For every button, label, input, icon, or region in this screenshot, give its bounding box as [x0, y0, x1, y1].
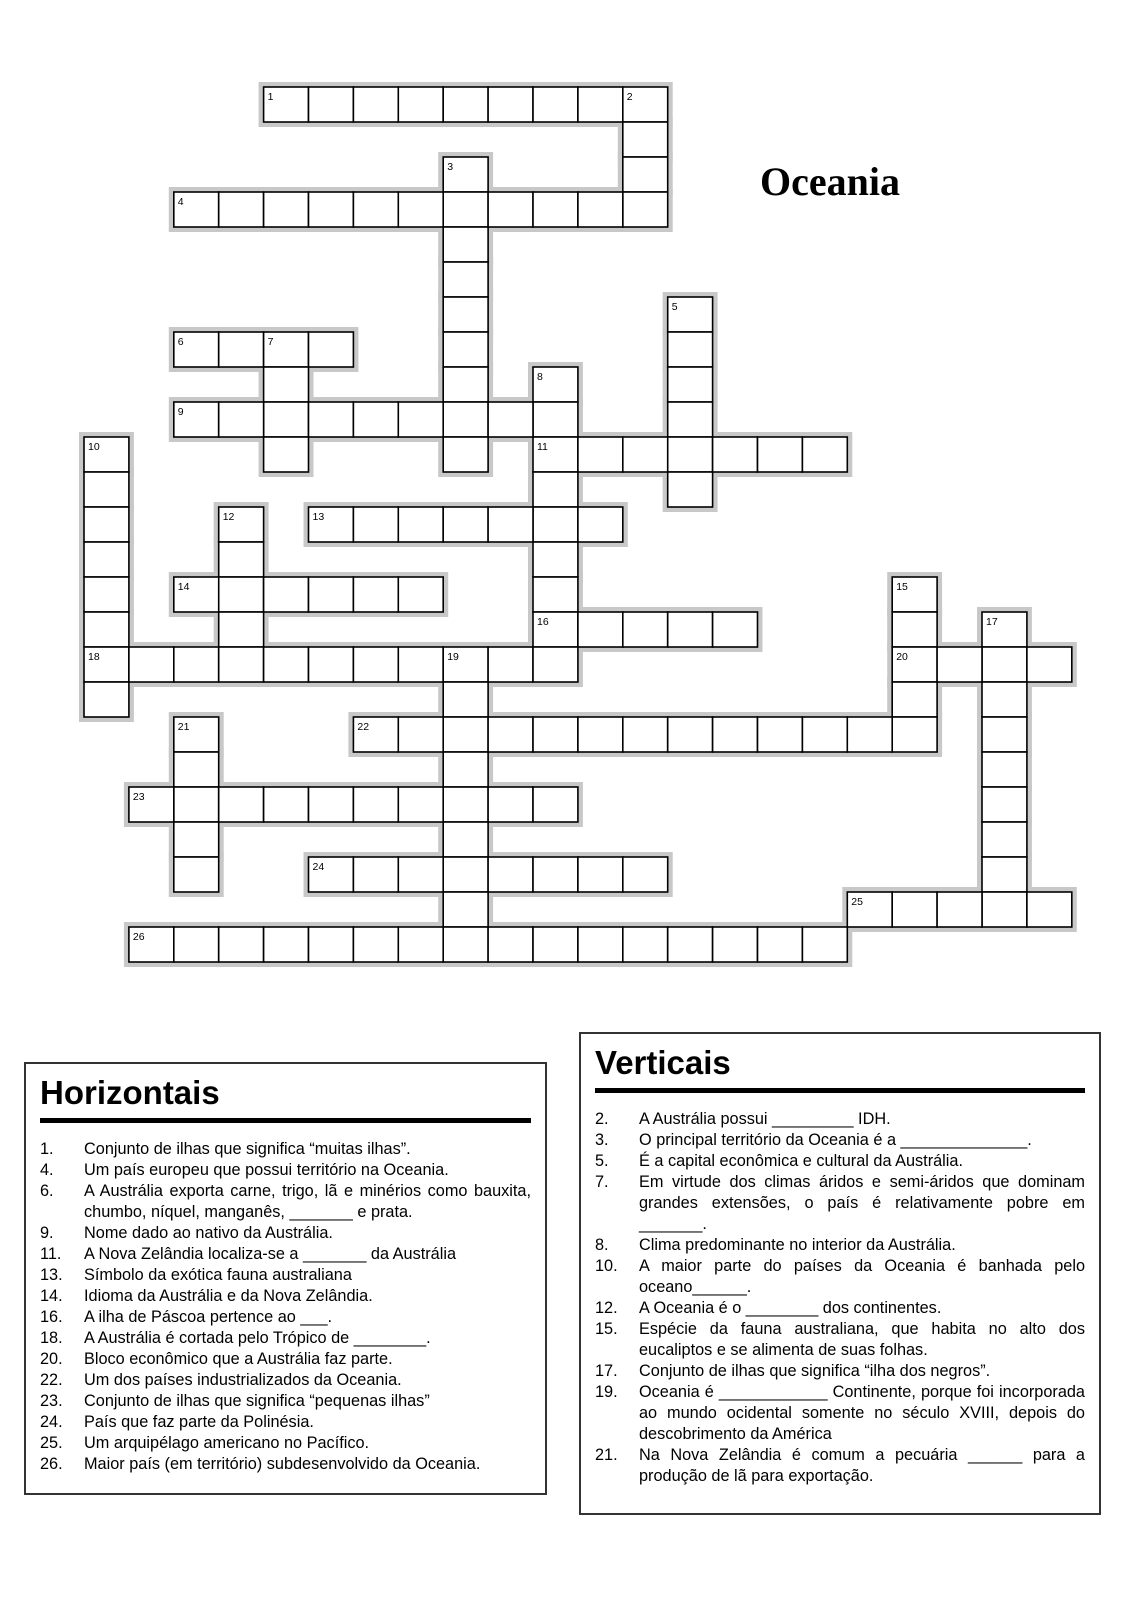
crossword-cell[interactable]: [443, 437, 488, 472]
cell-number: 19: [447, 651, 459, 663]
crossword-cell[interactable]: [443, 892, 488, 927]
clue-number: 21.: [595, 1446, 618, 1464]
horizontal-clue-list: [40, 1139, 531, 1475]
clue-number: 22.: [40, 1371, 63, 1389]
crossword-cell[interactable]: [264, 402, 309, 437]
clue-item: [595, 1130, 1085, 1151]
cell-number: 15: [896, 581, 908, 593]
crossword-cell[interactable]: [219, 787, 264, 822]
crossword-cell[interactable]: [219, 927, 264, 962]
cell-number: 9: [177, 406, 184, 418]
crossword-cell[interactable]: [353, 507, 398, 542]
cell-number: 6: [177, 336, 184, 348]
clue-item: [40, 1139, 531, 1160]
crossword-cell[interactable]: [443, 682, 488, 717]
crossword-cell[interactable]: [443, 227, 488, 262]
clue-number: 19.: [595, 1383, 618, 1401]
crossword-cell[interactable]: [488, 192, 533, 227]
crossword-cell[interactable]: [443, 507, 488, 542]
crossword-cell[interactable]: [982, 682, 1027, 717]
clue-number: 4.: [40, 1161, 54, 1179]
cell-number: 16: [537, 616, 549, 628]
clue-number: 9.: [40, 1224, 54, 1242]
heading-divider: [40, 1118, 531, 1123]
page-title: Oceania: [760, 159, 900, 204]
clue-number: 26.: [40, 1455, 63, 1473]
crossword-cell[interactable]: [982, 647, 1027, 682]
crossword-cell[interactable]: [982, 717, 1027, 752]
crossword-cell[interactable]: [668, 612, 713, 647]
crossword-cell[interactable]: [353, 787, 398, 822]
clue-item: [595, 1319, 1085, 1361]
clue-text: Conjunto de ilhas que significa “pequenas ilhas”: [84, 1392, 430, 1410]
clue-text: Na Nova Zelândia é comum a pecuária ______ para a produção de lã para exportação.: [639, 1446, 1085, 1485]
crossword-cell[interactable]: [668, 437, 713, 472]
crossword-cell[interactable]: [578, 717, 623, 752]
crossword-cell[interactable]: [578, 192, 623, 227]
crossword-cell[interactable]: [353, 87, 398, 122]
cell-number: 21: [177, 721, 190, 733]
clue-text: Um país europeu que possui território na Oceania.: [84, 1161, 449, 1179]
clue-number: 24.: [40, 1413, 63, 1431]
crossword-cell[interactable]: [623, 612, 668, 647]
crossword-cell[interactable]: [533, 507, 578, 542]
crossword-cell[interactable]: [264, 367, 309, 402]
clue-number: 10.: [595, 1257, 618, 1275]
clue-item: [40, 1370, 531, 1391]
clue-text: A Austrália exporta carne, trigo, lã e minérios como bauxita, chumbo, níquel, manganês, _______ e prata.: [84, 1182, 531, 1221]
crossword-cell[interactable]: [488, 787, 533, 822]
clue-number: 7.: [595, 1173, 609, 1191]
crossword-cell[interactable]: [398, 507, 443, 542]
crossword-cell[interactable]: [174, 787, 219, 822]
crossword-cell[interactable]: [668, 927, 713, 962]
crossword-cell[interactable]: [174, 857, 219, 892]
clue-text: Nome dado ao nativo da Austrália.: [84, 1224, 333, 1242]
clue-text: A Oceania é o ________ dos continentes.: [639, 1299, 942, 1317]
crossword-cell[interactable]: [982, 892, 1027, 927]
crossword-cell[interactable]: [713, 717, 758, 752]
crossword-cell[interactable]: [533, 647, 578, 682]
crossword-cell[interactable]: [668, 332, 713, 367]
clue-number: 18.: [40, 1329, 63, 1347]
cell-number: 18: [88, 651, 100, 663]
crossword-cell[interactable]: [309, 787, 354, 822]
clue-item: [595, 1361, 1085, 1382]
vertical-heading: Verticais: [595, 1044, 731, 1081]
crossword-cell[interactable]: [264, 647, 309, 682]
clue-item: [595, 1172, 1085, 1235]
clue-item: [40, 1160, 531, 1181]
crossword-cell[interactable]: [578, 437, 623, 472]
clue-number: 5.: [595, 1152, 609, 1170]
vertical-clues-panel: [579, 1032, 1101, 1515]
cell-number: 7: [267, 336, 274, 348]
crossword-cell[interactable]: [309, 577, 354, 612]
cell-number: 14: [177, 581, 190, 593]
crossword-cell[interactable]: [892, 682, 937, 717]
clue-item: [40, 1454, 531, 1475]
crossword-cell[interactable]: [578, 857, 623, 892]
cell-number: 12: [222, 511, 235, 523]
crossword-cell[interactable]: [353, 647, 398, 682]
crossword-cell[interactable]: [84, 577, 129, 612]
crossword-cell[interactable]: [713, 927, 758, 962]
cell-number: 11: [537, 441, 548, 453]
crossword-cell[interactable]: [174, 752, 219, 787]
crossword-cell[interactable]: [353, 402, 398, 437]
crossword-cell[interactable]: [533, 472, 578, 507]
clue-item: [595, 1151, 1085, 1172]
clue-item: [40, 1265, 531, 1286]
crossword-cell[interactable]: [174, 927, 219, 962]
crossword-cell[interactable]: [668, 367, 713, 402]
crossword-cell[interactable]: [443, 857, 488, 892]
cell-number: 22: [357, 721, 370, 733]
crossword-cell[interactable]: [533, 717, 578, 752]
crossword-cell[interactable]: [623, 122, 668, 157]
crossword-cell[interactable]: [443, 787, 488, 822]
horizontal-clues-panel: [24, 1062, 547, 1495]
cell-number: 2: [626, 91, 633, 103]
clue-item: [40, 1412, 531, 1433]
crossword-cell[interactable]: [1027, 892, 1072, 927]
clue-number: 20.: [40, 1350, 63, 1368]
crossword-cell[interactable]: [443, 927, 488, 962]
crossword-cell[interactable]: [802, 437, 847, 472]
clue-text: Oceania é ____________ Continente, porque foi incorporada ao mundo ocidental somente no século XVIII, depois do descobrimento da América: [639, 1383, 1085, 1443]
crossword-cell[interactable]: [578, 927, 623, 962]
crossword-cell[interactable]: [533, 192, 578, 227]
crossword-cell[interactable]: [129, 647, 174, 682]
clue-number: 13.: [40, 1266, 63, 1284]
clue-text: Maior país (em território) subdesenvolvido da Oceania.: [84, 1455, 481, 1473]
clue-item: [595, 1445, 1085, 1487]
crossword-cell[interactable]: [533, 927, 578, 962]
clue-text: A ilha de Páscoa pertence ao ___.: [84, 1308, 333, 1326]
clue-item: [40, 1244, 531, 1265]
cell-number: 3: [447, 161, 454, 173]
cell-number: 17: [986, 616, 998, 628]
crossword-cell[interactable]: [488, 857, 533, 892]
crossword-cell[interactable]: [982, 752, 1027, 787]
crossword-cell[interactable]: [353, 927, 398, 962]
crossword-cell[interactable]: [802, 927, 847, 962]
clue-item: [40, 1433, 531, 1454]
cell-number: 25: [851, 896, 863, 908]
crossword-cell[interactable]: [488, 402, 533, 437]
clue-item: [595, 1235, 1085, 1256]
clue-text: Clima predominante no interior da Austrália.: [639, 1236, 956, 1254]
clue-text: Um dos países industrializados da Oceania.: [84, 1371, 402, 1389]
crossword-cell[interactable]: [488, 717, 533, 752]
clue-text: Conjunto de ilhas que significa “ilha dos negros”.: [639, 1362, 991, 1380]
clue-text: País que faz parte da Polinésia.: [84, 1413, 314, 1431]
crossword-cell[interactable]: [443, 87, 488, 122]
clue-number: 1.: [40, 1140, 54, 1158]
clue-number: 11.: [40, 1245, 62, 1263]
cell-number: 23: [132, 791, 145, 803]
crossword-cell[interactable]: [578, 612, 623, 647]
crossword-cell[interactable]: [219, 402, 264, 437]
crossword-cell[interactable]: [398, 927, 443, 962]
crossword-cell[interactable]: [623, 927, 668, 962]
crossword-cell[interactable]: [488, 927, 533, 962]
crossword-cell[interactable]: [443, 262, 488, 297]
crossword-cell[interactable]: [84, 612, 129, 647]
crossword-cell[interactable]: [488, 507, 533, 542]
crossword-cell[interactable]: [309, 87, 354, 122]
crossword-cell[interactable]: [758, 437, 803, 472]
crossword-cell[interactable]: [219, 192, 264, 227]
cell-number: 4: [177, 196, 184, 208]
crossword-cell[interactable]: [668, 472, 713, 507]
crossword-cell[interactable]: [84, 507, 129, 542]
crossword-cell[interactable]: [174, 647, 219, 682]
crossword-cell[interactable]: [398, 787, 443, 822]
clue-number: 6.: [40, 1182, 54, 1200]
horizontal-heading: Horizontais: [40, 1074, 220, 1111]
crossword-cell[interactable]: [443, 192, 488, 227]
clue-text: A Nova Zelândia localiza-se a _______ da Austrália: [84, 1245, 456, 1263]
clue-item: [40, 1307, 531, 1328]
cell-number: 26: [132, 931, 145, 943]
clue-text: A Austrália é cortada pelo Trópico de ________.: [84, 1329, 431, 1347]
crossword-cell[interactable]: [443, 367, 488, 402]
crossword-cell[interactable]: [443, 752, 488, 787]
cell-number: 13: [312, 511, 325, 523]
crossword-cell[interactable]: [353, 857, 398, 892]
clue-text: Um arquipélago americano no Pacífico.: [84, 1434, 370, 1452]
crossword-cell[interactable]: [398, 402, 443, 437]
crossword-cell[interactable]: [398, 192, 443, 227]
crossword-cell[interactable]: [174, 822, 219, 857]
crossword-cell[interactable]: [264, 577, 309, 612]
crossword-cell[interactable]: [578, 507, 623, 542]
crossword-cell[interactable]: [623, 717, 668, 752]
clue-text: Espécie da fauna australiana, que habita no alto dos eucaliptos e se alimenta de suas folhas.: [639, 1320, 1085, 1359]
clue-item: [40, 1223, 531, 1244]
crossword-cell[interactable]: [84, 542, 129, 577]
clue-text: Bloco econômico que a Austrália faz parte.: [84, 1350, 393, 1368]
crossword-cell[interactable]: [533, 787, 578, 822]
crossword-cell[interactable]: [264, 927, 309, 962]
crossword-cell[interactable]: [443, 402, 488, 437]
heading-divider: [595, 1088, 1085, 1093]
crossword-cell[interactable]: [758, 927, 803, 962]
clue-text: Conjunto de ilhas que significa “muitas ilhas”.: [84, 1140, 411, 1158]
clue-number: 2.: [595, 1110, 609, 1128]
crossword-cell[interactable]: [219, 647, 264, 682]
crossword-cell[interactable]: [353, 192, 398, 227]
crossword-cell[interactable]: [982, 857, 1027, 892]
crossword-cell[interactable]: [353, 577, 398, 612]
clue-text: É a capital econômica e cultural da Austrália.: [639, 1152, 963, 1170]
clue-item: [40, 1286, 531, 1307]
crossword-cell[interactable]: [219, 612, 264, 647]
cell-number: 5: [671, 301, 678, 313]
clue-number: 16.: [40, 1308, 63, 1326]
crossword-cell[interactable]: [982, 822, 1027, 857]
cell-number: 8: [537, 371, 543, 383]
vertical-clue-list: [595, 1109, 1085, 1487]
crossword-cell[interactable]: [264, 192, 309, 227]
clue-item: [595, 1382, 1085, 1445]
crossword-cell[interactable]: [398, 577, 443, 612]
crossword-cell[interactable]: [443, 332, 488, 367]
crossword-cell[interactable]: [713, 612, 758, 647]
crossword-cell[interactable]: [533, 542, 578, 577]
crossword-cell[interactable]: [668, 717, 713, 752]
clue-item: [595, 1109, 1085, 1130]
crossword-cell[interactable]: [533, 87, 578, 122]
clue-item: [40, 1349, 531, 1370]
crossword-cell[interactable]: [84, 472, 129, 507]
crossword-cell[interactable]: [309, 927, 354, 962]
clue-text: A Austrália possui _________ IDH.: [639, 1110, 891, 1128]
clue-item: [40, 1328, 531, 1349]
crossword-cell[interactable]: [309, 192, 354, 227]
clue-number: 25.: [40, 1434, 63, 1452]
crossword-cell[interactable]: [309, 647, 354, 682]
clue-item: [40, 1181, 531, 1223]
clue-text: A maior parte do países da Oceania é banhada pelo oceano______.: [639, 1257, 1085, 1296]
crossword-cell[interactable]: [623, 157, 668, 192]
crossword-cell[interactable]: [802, 717, 847, 752]
crossword-cell[interactable]: [264, 787, 309, 822]
cell-number: 10: [88, 441, 100, 453]
clue-item: [595, 1256, 1085, 1298]
clue-number: 12.: [595, 1299, 618, 1317]
crossword-cell[interactable]: [1027, 647, 1072, 682]
crossword-cell[interactable]: [264, 437, 309, 472]
crossword-cell[interactable]: [533, 577, 578, 612]
crossword-cell[interactable]: [443, 717, 488, 752]
crossword-cell[interactable]: [758, 717, 803, 752]
crossword-cell[interactable]: [937, 647, 982, 682]
crossword-cell[interactable]: [219, 542, 264, 577]
clue-item: [595, 1298, 1085, 1319]
clue-number: 15.: [595, 1320, 618, 1338]
clue-text: Em virtude dos climas áridos e semi-áridos que dominam grandes extensões, o país é relativamente pobre em _______.: [639, 1173, 1085, 1233]
crossword-cell[interactable]: [713, 437, 758, 472]
crossword-cell[interactable]: [488, 647, 533, 682]
cell-number: 24: [312, 861, 325, 873]
crossword-cell[interactable]: [892, 612, 937, 647]
crossword-cell[interactable]: [937, 892, 982, 927]
crossword-cell[interactable]: [892, 717, 937, 752]
crossword-cell[interactable]: [84, 682, 129, 717]
crossword-cell[interactable]: [219, 577, 264, 612]
crossword-cell[interactable]: [533, 857, 578, 892]
crossword-cell[interactable]: [398, 87, 443, 122]
clue-text: Símbolo da exótica fauna australiana: [84, 1266, 352, 1284]
crossword-cell[interactable]: [533, 402, 578, 437]
clue-number: 8.: [595, 1236, 609, 1254]
crossword-cell[interactable]: [219, 332, 264, 367]
clue-number: 23.: [40, 1392, 63, 1410]
cell-number: 1: [267, 91, 274, 103]
crossword-cell[interactable]: [892, 892, 937, 927]
clue-number: 17.: [595, 1362, 618, 1380]
crossword-cell[interactable]: [982, 787, 1027, 822]
clue-number: 3.: [595, 1131, 609, 1149]
crossword-cell[interactable]: [309, 402, 354, 437]
crossword-cell[interactable]: [847, 717, 892, 752]
crossword-cell[interactable]: [443, 297, 488, 332]
clue-number: 14.: [40, 1287, 63, 1305]
crossword-cell[interactable]: [578, 87, 623, 122]
crossword-cell[interactable]: [398, 717, 443, 752]
crossword-cell[interactable]: [623, 857, 668, 892]
clue-item: [40, 1391, 531, 1412]
crossword-cell[interactable]: [309, 332, 354, 367]
clue-text: O principal território da Oceania é a ______________.: [639, 1131, 1032, 1149]
crossword-cell[interactable]: [398, 857, 443, 892]
crossword-cell[interactable]: [668, 402, 713, 437]
clue-text: Idioma da Austrália e da Nova Zelândia.: [84, 1287, 373, 1305]
crossword-cell[interactable]: [623, 437, 668, 472]
crossword-cell[interactable]: [443, 822, 488, 857]
crossword-cell[interactable]: [398, 647, 443, 682]
cell-number: 20: [896, 651, 908, 663]
crossword-cell[interactable]: [488, 87, 533, 122]
crossword-cell[interactable]: [623, 192, 668, 227]
